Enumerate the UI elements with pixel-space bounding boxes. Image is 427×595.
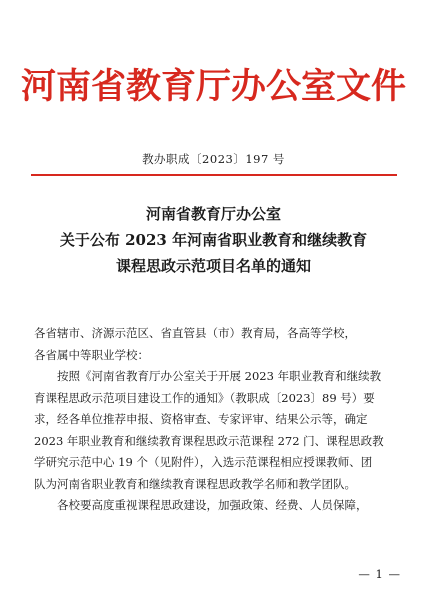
addressees [34, 323, 396, 366]
notice-body [34, 323, 396, 517]
paragraph-2-line-1: 各校要高度重视课程思政建设，加强政策、经费、人员保障， [57, 498, 368, 512]
notice-title-line-3: 课程思政示范项目名单的通知 [115, 257, 311, 275]
masthead-title: 河南省教育厅办公室文件 [20, 67, 406, 107]
paragraph-1-line-1: 按照《河南省教育厅办公室关于开展 2023 年职业教育和继续教 [57, 369, 382, 383]
page-number: — 1 — [358, 567, 401, 581]
red-divider-rule [31, 174, 397, 176]
document-number: 教办职成〔2023〕197 号 [142, 152, 285, 166]
paragraph-1-line-5: 学研究示范中心 19 个（见附件），入选示范课程相应授课教师、团 [34, 455, 373, 469]
addressees-line-2: 各省属中等职业学校： [34, 347, 149, 362]
paragraph-1-line-2: 育课程思政示范项目建设工作的通知》（教职成〔2023〕89 号）要 [34, 390, 375, 405]
addressees-line-1: 各省辖市、济源示范区、省直管县（市）教育局，各高等学校， [34, 326, 356, 340]
paragraph-1-line-3: 求，经各单位推荐申报、资格审查、专家评审、结果公示等，确定 [34, 412, 368, 426]
paragraph-1-line-6: 队为河南省职业教育和继续教育课程思政教学名师和教学团队。 [34, 476, 356, 491]
paragraph-1 [34, 366, 396, 495]
notice-title [0, 201, 427, 279]
paragraph-2 [34, 495, 396, 517]
notice-title-line-1: 河南省教育厅办公室 [145, 205, 281, 223]
notice-title-line-2: 关于公布 2023 年河南省职业教育和继续教育 [59, 231, 368, 249]
paragraph-1-line-4: 2023 年职业教育和继续教育课程思政示范课程 272 门、课程思政教 [34, 433, 384, 448]
